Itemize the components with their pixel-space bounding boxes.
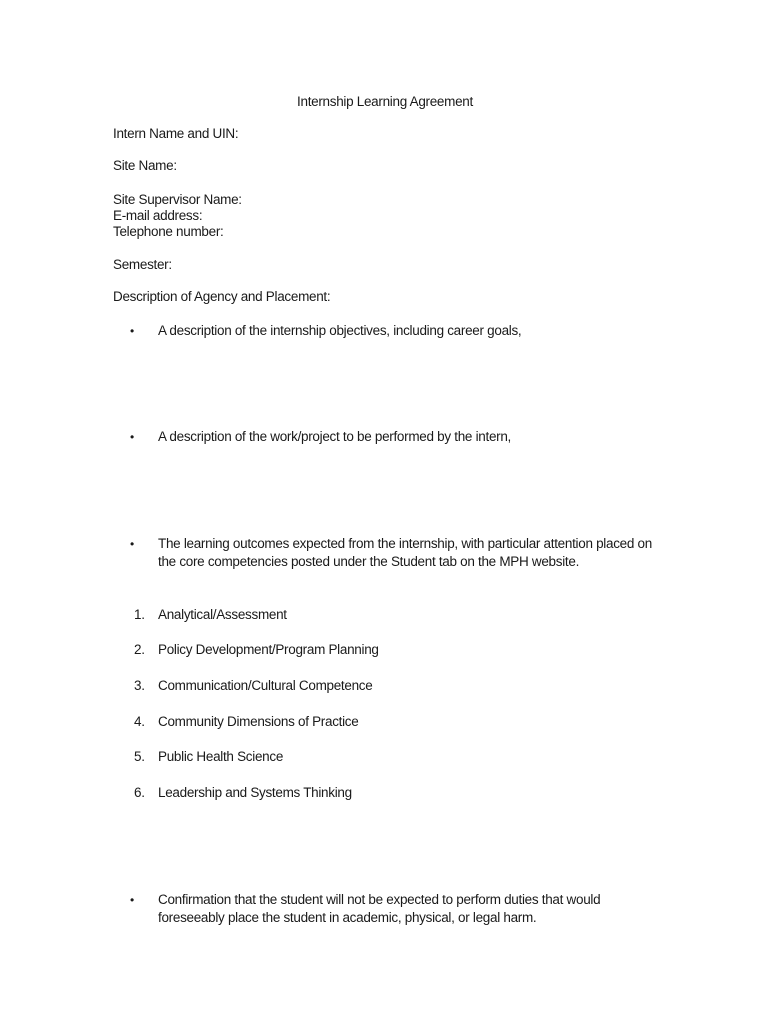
competency-number: 1. xyxy=(134,607,145,622)
email-field-label: E-mail address: xyxy=(113,208,203,223)
competency-label: Public Health Science xyxy=(158,749,284,764)
competency-number: 6. xyxy=(134,785,145,800)
competency-number: 2. xyxy=(134,642,145,657)
competency-label: Communication/Cultural Competence xyxy=(158,678,373,693)
competency-number: 3. xyxy=(134,678,145,693)
bullet-text: A description of the work/project to be performed by the intern, xyxy=(158,429,511,444)
site-name-field-label: Site Name: xyxy=(113,158,177,173)
bullet-text: A description of the internship objectives, including career goals, xyxy=(158,323,522,338)
competency-label: Community Dimensions of Practice xyxy=(158,714,359,729)
intern-name-field-label: Intern Name and UIN: xyxy=(113,126,239,141)
competency-number: 4. xyxy=(134,714,145,729)
supervisor-name-field-label: Site Supervisor Name: xyxy=(113,192,242,207)
bullet-icon: • xyxy=(130,324,134,338)
telephone-field-label: Telephone number: xyxy=(113,224,224,239)
competency-item xyxy=(134,678,654,694)
competency-number: 5. xyxy=(134,749,145,764)
competency-item xyxy=(134,749,654,765)
competency-label: Leadership and Systems Thinking xyxy=(158,785,352,800)
competency-item xyxy=(134,607,654,623)
competency-item xyxy=(134,642,654,658)
bullet-item xyxy=(130,428,670,446)
bullet-text: The learning outcomes expected from the internship, with particular attention placed on the core competencies posted under the Student tab on the MPH website. xyxy=(158,536,652,569)
bullet-text: Confirmation that the student will not be expected to perform duties that would foreseeably place the student in academic, physical, or legal harm. xyxy=(158,892,601,925)
competency-label: Analytical/Assessment xyxy=(158,607,287,622)
bullet-item xyxy=(130,322,670,340)
bullet-item xyxy=(130,535,670,571)
competency-label: Policy Development/Program Planning xyxy=(158,642,379,657)
competency-item xyxy=(134,785,654,801)
competency-item xyxy=(134,714,654,730)
bullet-item xyxy=(130,891,670,927)
bullet-icon: • xyxy=(130,893,134,907)
bullet-icon: • xyxy=(130,430,134,444)
description-field-label: Description of Agency and Placement: xyxy=(113,289,331,304)
semester-field-label: Semester: xyxy=(113,257,172,272)
bullet-icon: • xyxy=(130,537,134,551)
page-title: Internship Learning Agreement xyxy=(297,94,473,109)
